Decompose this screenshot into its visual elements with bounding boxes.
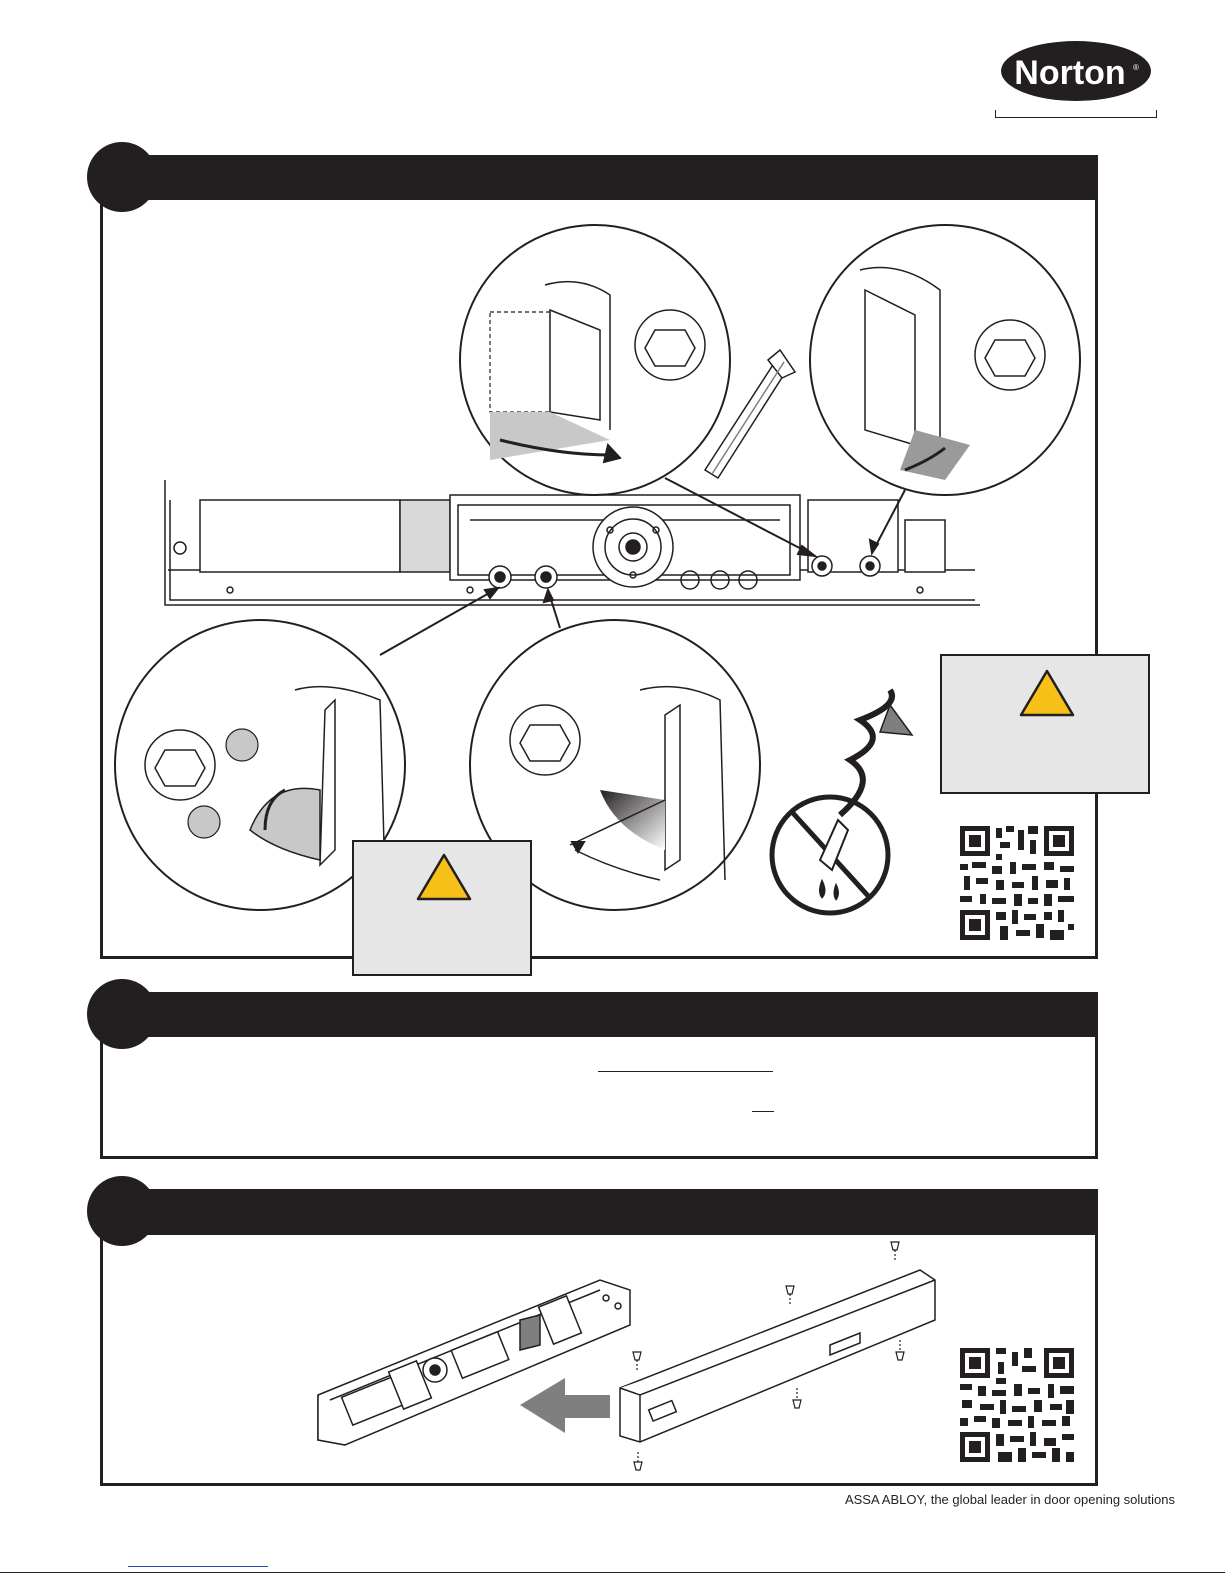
warning-triangle-icon [415,852,473,902]
section-2-number-badge [87,979,157,1049]
detail-circle-latch-speed [810,225,1080,495]
section-3-number-badge [87,1176,157,1246]
logo-text: Norton [1014,54,1126,92]
footer-rule [0,1572,1225,1573]
footer-link-underline[interactable] [128,1566,268,1567]
closer-mechanism [318,1280,630,1445]
closer-cover [620,1270,935,1442]
qr-code-icon[interactable] [960,826,1074,940]
logo-trademark: ® [1133,63,1139,72]
section-2-header-bar [100,992,1098,1037]
section-1-header-bar [100,155,1098,200]
header-rule [995,110,1157,118]
detail-circle-closing-speed [460,225,730,495]
no-oil-leak-icon [772,690,912,913]
norton-logo [1000,40,1152,102]
warning-triangle-icon [1018,668,1076,718]
door-closer-body [165,480,980,605]
section-2-blank-line-1 [598,1071,773,1072]
closer-adjustment-illustration [100,200,1098,990]
warning-box-bottom [352,840,532,976]
footer-tagline: ASSA ABLOY, the global leader in door opening solutions [844,1492,1175,1507]
cover-installation-illustration [300,1236,960,1481]
warning-box-right [940,654,1150,794]
qr-code-icon[interactable] [960,1348,1074,1462]
section-2-blank-line-2 [752,1111,774,1112]
slide-direction-arrow [520,1378,610,1433]
section-3-header-bar [100,1189,1098,1235]
